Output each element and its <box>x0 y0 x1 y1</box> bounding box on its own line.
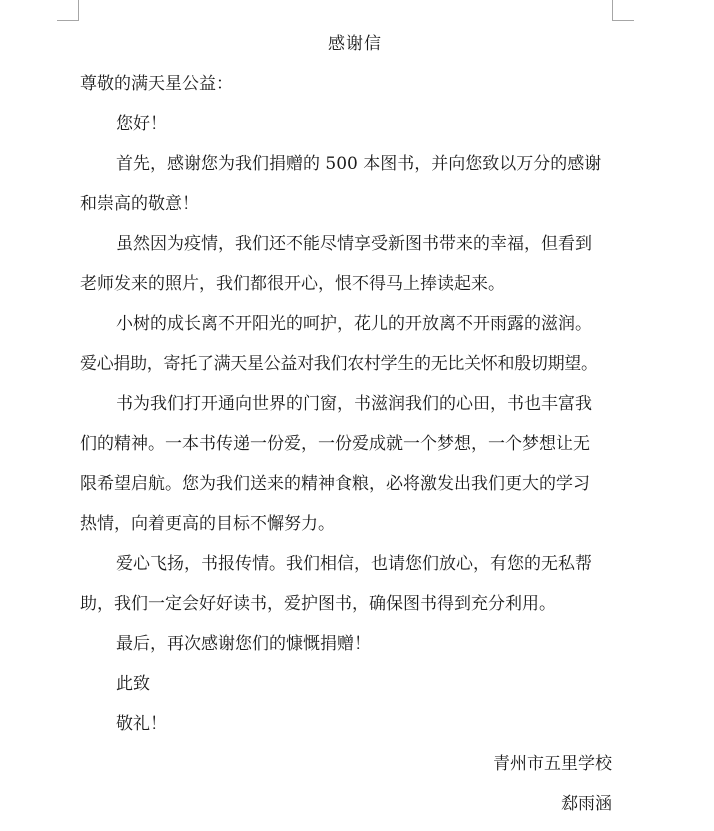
paragraph-3-line-1: 小树的成长离不开阳光的呵护，花儿的开放离不开雨露的滋润。 <box>116 314 592 334</box>
crop-mark-top-right-horizontal <box>612 20 634 21</box>
greeting: 您好！ <box>116 114 167 134</box>
crop-mark-top-left-vertical <box>78 0 79 20</box>
paragraph-4-line-1: 书为我们打开通向世界的门窗，书滋润我们的心田，书也丰富我 <box>116 394 592 414</box>
paragraph-1-line-1: 首先，感谢您为我们捐赠的 500 本图书，并向您致以万分的感谢 <box>116 154 602 174</box>
paragraph-4-line-4: 热情，向着更高的目标不懈努力。 <box>80 514 335 534</box>
paragraph-2-line-2: 老师发来的照片，我们都很开心，恨不得马上捧读起来。 <box>80 274 505 294</box>
signature-name: 郄雨涵 <box>561 794 612 814</box>
closing-ci-zhi: 此致 <box>116 674 150 694</box>
letter-title: 感谢信 <box>328 34 382 54</box>
document-page <box>80 30 630 824</box>
signature-school: 青州市五里学校 <box>493 754 612 774</box>
paragraph-3-line-2: 爱心捐助，寄托了满天星公益对我们农村学生的无比关怀和殷切期望。 <box>80 354 598 374</box>
paragraph-2-line-1: 虽然因为疫情，我们还不能尽情享受新图书带来的幸福，但看到 <box>116 234 592 254</box>
paragraph-4-line-2: 们的精神。一本书传递一份爱，一份爱成就一个梦想，一个梦想让无 <box>80 434 590 454</box>
paragraph-6: 最后，再次感谢您们的慷慨捐赠！ <box>116 634 371 654</box>
paragraph-1-line-2: 和崇高的敬意！ <box>80 194 199 214</box>
paragraph-5-line-1: 爱心飞扬，书报传情。我们相信，也请您们放心，有您的无私帮 <box>116 554 592 574</box>
crop-mark-top-left-horizontal <box>57 20 79 21</box>
paragraph-5-line-2: 助，我们一定会好好读书，爱护图书，确保图书得到充分利用。 <box>80 594 556 614</box>
paragraph-4-line-3: 限希望启航。您为我们送来的精神食粮，必将激发出我们更大的学习 <box>80 474 590 494</box>
closing-jing-li: 敬礼！ <box>116 714 167 734</box>
crop-mark-top-right-vertical <box>612 0 613 20</box>
salutation: 尊敬的满天星公益： <box>80 74 233 94</box>
